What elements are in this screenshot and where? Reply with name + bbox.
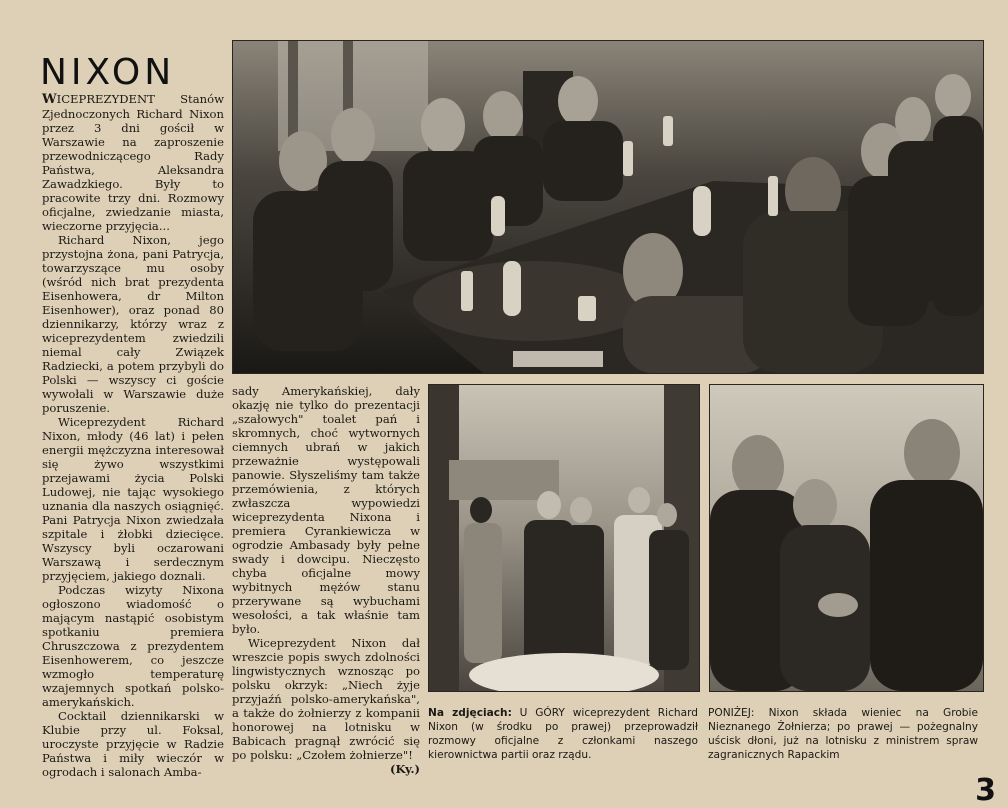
wreath-photo-image <box>429 385 699 691</box>
caption-left-text: U GÓRY wiceprezydent Richard Nixon (w środku po prawej) przeprowadził rozmowy oficjalne z członkami naszego kierownictwa partii oraz rządu. <box>428 707 698 761</box>
paragraph-4: Podczas wizyty Nixona ogłoszono wiadomość o mającym nastąpić osobistym spotkaniu premiera Chruszczowa z prezydentem Eisenhowerem, co jeszcze wzmogło temperaturę wzajemnych spotkań polsko-amerykańskich. <box>42 583 224 709</box>
lead-paragraph <box>42 92 224 233</box>
page-number: 3 <box>975 773 996 808</box>
handshake-photo-image <box>710 385 983 691</box>
paragraph-3: Wiceprezydent Richard Nixon, młody (46 lat) i pełen energii mężczyzna interesował się żywo wszystkimi przejawami życia Polski Ludowej, nie tając wysokiego uznania dla naszych osiągnięć. Pani Patrycja Nixon zwiedzała szpitale i żłobki dziecięce. Wszyscy byli oczarowani Warszawą i serdecznym przyjęciem, jakiego doznali. <box>42 415 224 583</box>
photo-captions <box>428 706 978 762</box>
paragraph-7 <box>232 636 420 776</box>
lead-text: ICEPREZYDENT Stanów Zjednoczonych Richard Nixon przez 3 dni gościł w Warszawie na zaproszenie przewodniczącego Rady Państwa, Aleksandra Zawadzkiego. Były to pracowite trzy dni. Rozmowy oficjalne, zwiedzanie miasta, wieczorne przyjęcia... <box>42 92 224 233</box>
paragraph-2: Richard Nixon, jego przystojna żona, pani Patrycja, towarzyszące mu osoby (wśród nich brat prezydenta Eisenhowera, dr Milton Eisenhower), oraz ponad 80 dziennikarzy, którzy wraz z wiceprezydentem zwiedzili niemal cały Związek Radziecki, a potem przybyli do Polski — wszyscy ci goście wywołali w Warszawie duże poruszenie. <box>42 233 224 415</box>
article-column-1 <box>42 92 224 779</box>
article-title: NIXON <box>40 52 176 94</box>
photo-farewell-handshake <box>709 384 984 692</box>
talks-photo-image <box>233 41 983 373</box>
caption-left <box>428 706 698 762</box>
caption-right: PONIŻEJ: Nixon składa wieniec na Grobie Nieznanego Żołnierza; po prawej — pożegnalny uścisk dłoni, już na lotnisku z ministrem spraw zagranicznych Rapackim <box>708 707 978 761</box>
article-column-2 <box>232 384 420 776</box>
caption-label: Na zdjęciach: <box>428 707 512 719</box>
photo-wreath-laying <box>428 384 700 692</box>
paragraph-6: sady Amerykańskiej, dały okazję nie tylko do prezentacji „szałowych" toalet pań i skromnych, choć wytwornych ciemnych ubrań w jakich przeważnie występowali panowie. Słyszeliśmy tam także przemówienia, z których zwłaszcza wypowiedzi wiceprezydenta Nixona i premiera Cyrankiewicza w ogrodzie Ambasady były pełne swady i dowcipu. Nieczęsto chyba oficjalne mowy wybitnych mężów stanu przerywane są wybuchami wesołości, a tak właśnie tam było. <box>232 384 420 636</box>
author-signature: (Ky.) <box>390 762 420 776</box>
paragraph-5: Cocktail dziennikarski w Klubie przy ul. Foksal, uroczyste przyjęcie w Radzie Państwa i miły wieczór w ogrodach i salonach Amba- <box>42 709 224 779</box>
photo-official-talks <box>232 40 984 374</box>
lead-dropcap: W <box>42 92 57 107</box>
paragraph-7-text: Wiceprezydent Nixon dał wreszcie popis swych zdolności lingwistycznych wznosząc po polsku okrzyk: „Niech żyje przyjaźń polsko-amerykańska", a także do żołnierzy z kompanii honorowej na lotnisku w Babicach pragnął zwrócić się po polsku: „Czołem żołnierze"! <box>232 636 420 762</box>
